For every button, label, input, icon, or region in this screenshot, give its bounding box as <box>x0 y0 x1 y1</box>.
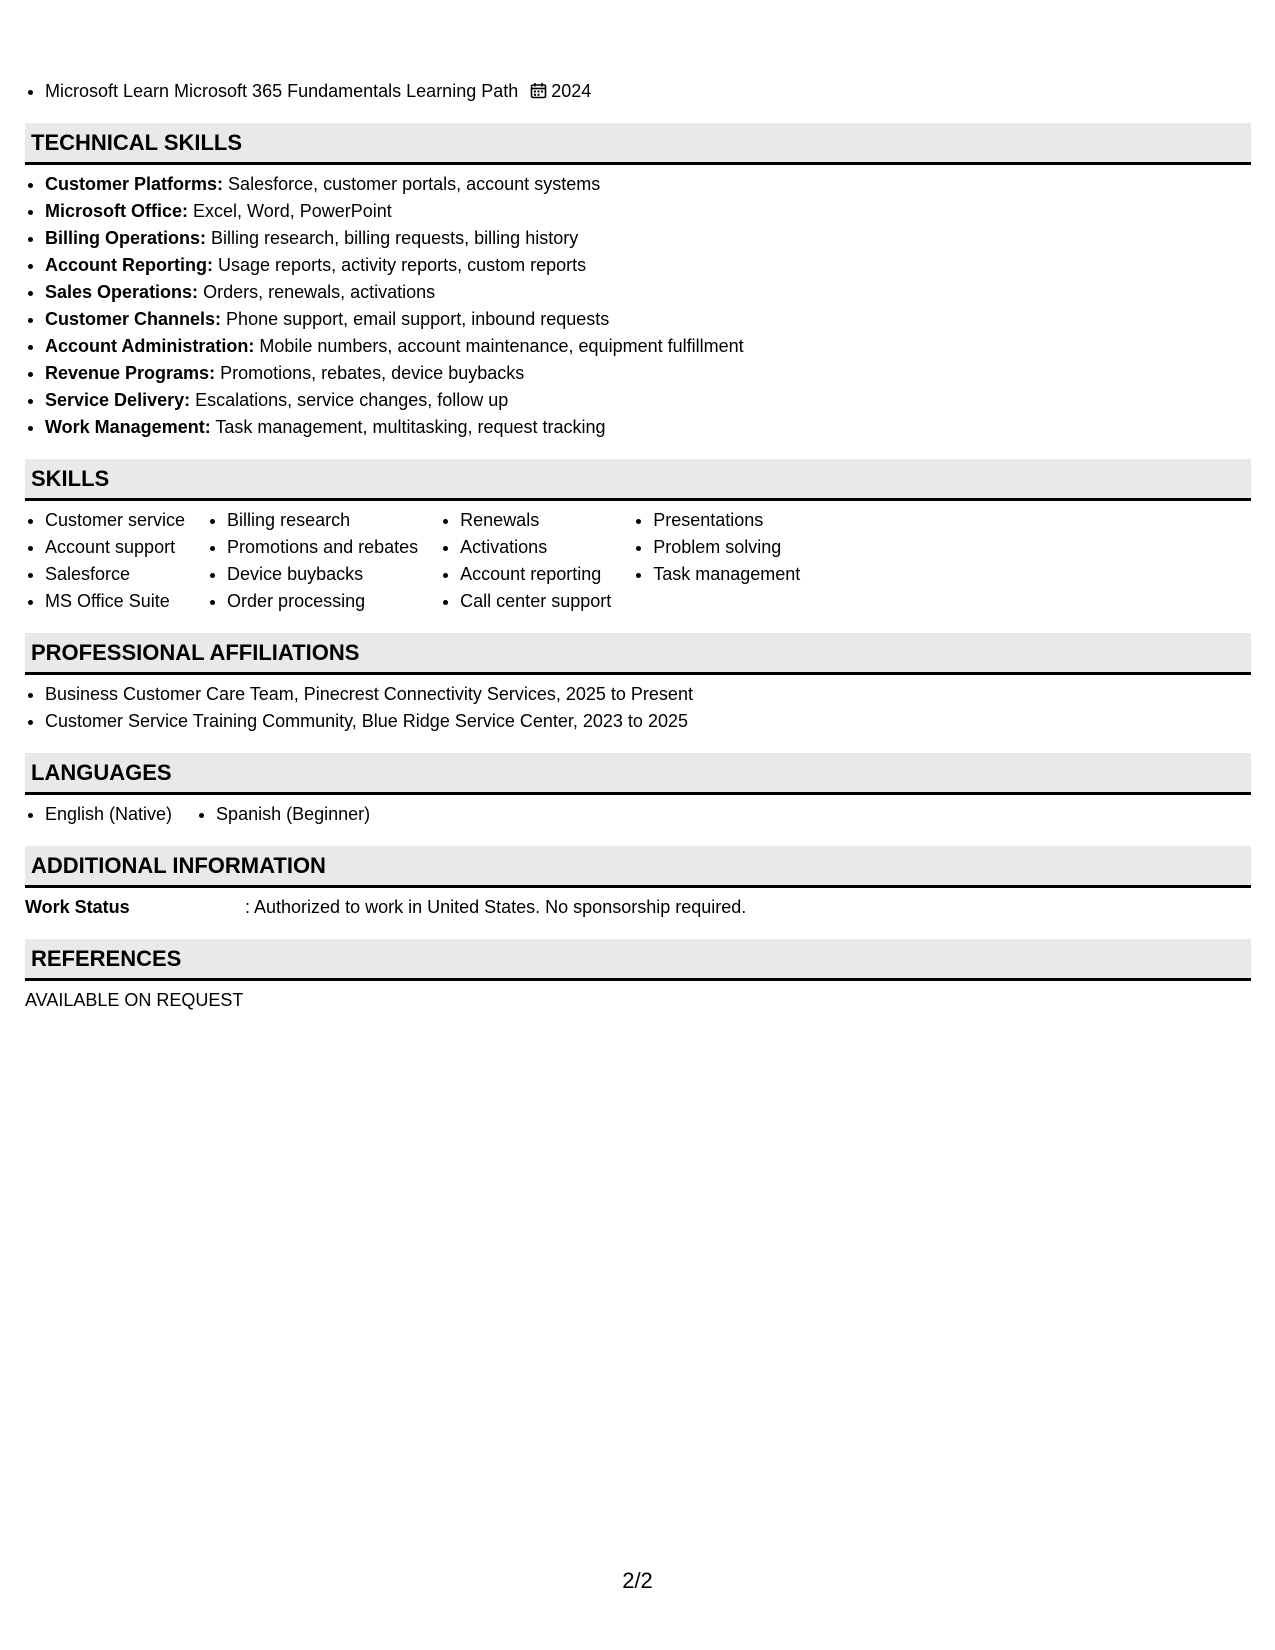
skill-item: • Task management <box>653 561 800 588</box>
technical-skill-item <box>45 360 1251 387</box>
technical-skill-label: Sales Operations: <box>45 282 199 302</box>
technical-skill-label: Billing Operations: <box>45 228 207 248</box>
technical-skill-value: Promotions, rebates, device buybacks <box>220 363 525 383</box>
skills-grid <box>25 507 1251 615</box>
technical-skill-label: Customer Channels: <box>45 309 222 329</box>
technical-skill-value: Excel, Word, PowerPoint <box>193 201 392 221</box>
language-column <box>25 801 172 828</box>
skill-item: • MS Office Suite <box>45 588 185 615</box>
skill-item: • Presentations <box>653 507 800 534</box>
references-text: AVAILABLE ON REQUEST <box>25 990 244 1010</box>
languages-heading: LANGUAGES <box>25 753 1251 795</box>
technical-skill-label: Customer Platforms: <box>45 174 224 194</box>
language-item: • Spanish (Beginner) <box>216 801 370 828</box>
affiliations-heading: PROFESSIONAL AFFILIATIONS <box>25 633 1251 675</box>
certification-list <box>25 78 1251 105</box>
technical-skill-label: Account Reporting: <box>45 255 213 275</box>
languages-list <box>25 801 1251 828</box>
certification-year: 2024 <box>551 81 592 101</box>
skill-item: • Device buybacks <box>227 561 418 588</box>
work-status-row <box>25 894 1251 921</box>
technical-skill-value: Mobile numbers, account maintenance, equipment fulfillment <box>259 336 744 356</box>
skills-column <box>207 507 418 615</box>
calendar-icon <box>530 80 547 97</box>
technical-skill-value: Task management, multitasking, request tracking <box>215 417 606 437</box>
technical-skill-item <box>45 306 1251 333</box>
technical-skill-value: Escalations, service changes, follow up <box>195 390 509 410</box>
technical-skill-label: Account Administration: <box>45 336 255 356</box>
certification-item <box>45 78 1251 105</box>
resume-page <box>25 78 1251 1014</box>
affiliation-item: • Customer Service Training Community, Blue Ridge Service Center, 2023 to 2025 <box>45 708 1251 735</box>
technical-skill-item <box>45 252 1251 279</box>
technical-skill-item <box>45 171 1251 198</box>
technical-skill-label: Service Delivery: <box>45 390 191 410</box>
skill-item: • Account reporting <box>460 561 611 588</box>
technical-skills-heading: TECHNICAL SKILLS <box>25 123 1251 165</box>
work-status-label: Work Status <box>25 897 130 917</box>
technical-skill-value: Salesforce, customer portals, account systems <box>228 174 601 194</box>
technical-skill-item <box>45 333 1251 360</box>
skills-heading: SKILLS <box>25 459 1251 501</box>
technical-skill-item <box>45 225 1251 252</box>
page-number: 2/2 <box>622 1568 653 1593</box>
skill-item: • Renewals <box>460 507 611 534</box>
skill-item: • Activations <box>460 534 611 561</box>
skill-item: • Call center support <box>460 588 611 615</box>
technical-skill-label: Revenue Programs: <box>45 363 216 383</box>
technical-skill-item <box>45 198 1251 225</box>
technical-skill-label: Work Management: <box>45 417 211 437</box>
affiliation-item: • Business Customer Care Team, Pinecrest Connectivity Services, 2025 to Present <box>45 681 1251 708</box>
language-item: • English (Native) <box>45 801 172 828</box>
certification-name: Microsoft Learn Microsoft 365 Fundamentals Learning Path <box>45 81 519 101</box>
skill-item: • Account support <box>45 534 185 561</box>
skill-item: • Salesforce <box>45 561 185 588</box>
skills-column <box>25 507 185 615</box>
technical-skill-value: Orders, renewals, activations <box>203 282 436 302</box>
skill-item: • Promotions and rebates <box>227 534 418 561</box>
affiliations-list <box>25 681 1251 735</box>
language-column <box>196 801 370 828</box>
skill-item: • Order processing <box>227 588 418 615</box>
skill-item: • Billing research <box>227 507 418 534</box>
technical-skill-value: Billing research, billing requests, billing history <box>211 228 579 248</box>
technical-skills-list <box>25 171 1251 441</box>
skill-item: • Customer service <box>45 507 185 534</box>
technical-skill-item <box>45 414 1251 441</box>
additional-info-heading: ADDITIONAL INFORMATION <box>25 846 1251 888</box>
technical-skill-value: Usage reports, activity reports, custom reports <box>218 255 587 275</box>
skills-column <box>440 507 611 615</box>
technical-skill-label: Microsoft Office: <box>45 201 189 221</box>
work-status-value: : Authorized to work in United States. No sponsorship required. <box>245 897 747 917</box>
technical-skill-item <box>45 279 1251 306</box>
technical-skill-item <box>45 387 1251 414</box>
technical-skill-value: Phone support, email support, inbound requests <box>226 309 610 329</box>
references-heading: REFERENCES <box>25 939 1251 981</box>
skills-column <box>633 507 800 615</box>
skill-item: • Problem solving <box>653 534 800 561</box>
